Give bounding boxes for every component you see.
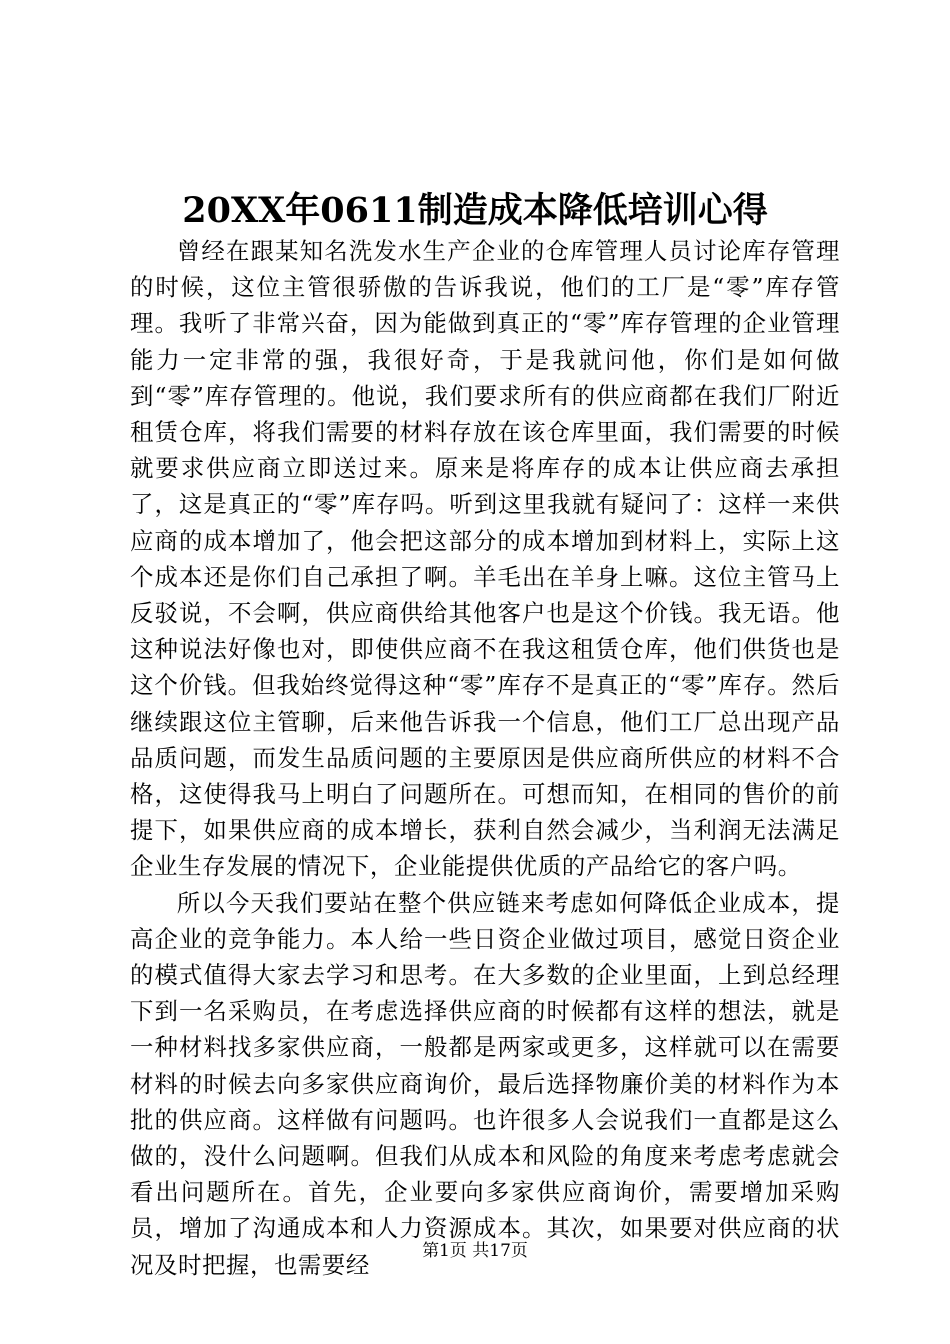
page-footer: 第1页 共17页: [422, 1241, 528, 1261]
paragraph-1: 曾经在跟某知名洗发水生产企业的仓库管理人员讨论库存管理的时候，这位主管很骄傲的告诉我说，他们的工厂是“零”库存管理。我听了非常兴奋，因为能做到真正的“零”库存管理的企业管理能力一定非常的强，我很好奇，于是我就问他，你们是如何做到“零”库存管理的。他说，我们要求所有的供应商都在我们厂附近租赁仓库，将我们需要的材料存放在该仓库里面，我们需要的时候就要求供应商立即送过来。原来是将库存的成本让供应商去承担了，这是真正的“零”库存吗。听到这里我就有疑问了：这样一来供应商的成本增加了，他会把这部分的成本增加到材料上，实际上这个成本还是你们自己承担了啊。羊毛出在羊身上嘛。这位主管马上反驳说，不会啊，供应商供给其他客户也是这个价钱。我无语。他这种说法好像也对，即使供应商不在我这租赁仓库，他们供货也是这个价钱。但我始终觉得这种“零”库存不是真正的“零”库存。然后继续跟这位主管聊，后来他告诉我一个信息，他们工厂总出现产品品质问题，而发生品质问题的主要原因是供应商所供应的材料不合格，这使得我马上明白了问题所在。可想而知，在相同的售价的前提下，如果供应商的成本增长，获利自然会减少，当利润无法满足企业生存发展的情况下，企业能提供优质的产品给它的客户吗。: [130, 237, 840, 881]
document-title: 20XX年0611制造成本降低培训心得: [182, 190, 768, 231]
document-body: [130, 233, 840, 1283]
paragraph-2: 所以今天我们要站在整个供应链来考虑如何降低企业成本，提高企业的竞争能力。本人给一些日资企业做过项目，感觉日资企业的模式值得大家去学习和思考。在大多数的企业里面，上到总经理下到一名采购员，在考虑选择供应商的时候都有这样的想法，就是一种材料找多家供应商，一般都是两家或更多，这样就可以在需要材料的时候去向多家供应商询价，最后选择物廉价美的材料作为本批的供应商。这样做有问题吗。也许很多人会说我们一直都是这么做的，没什么问题啊。但我们从成本和风险的角度来考虑考虑就会看出问题所在。首先，企业要向多家供应商询价，需要增加采购员，增加了沟通成本和人力资源成本。其次，如果要对供应商的状况及时把握，也需要经: [130, 888, 840, 1279]
